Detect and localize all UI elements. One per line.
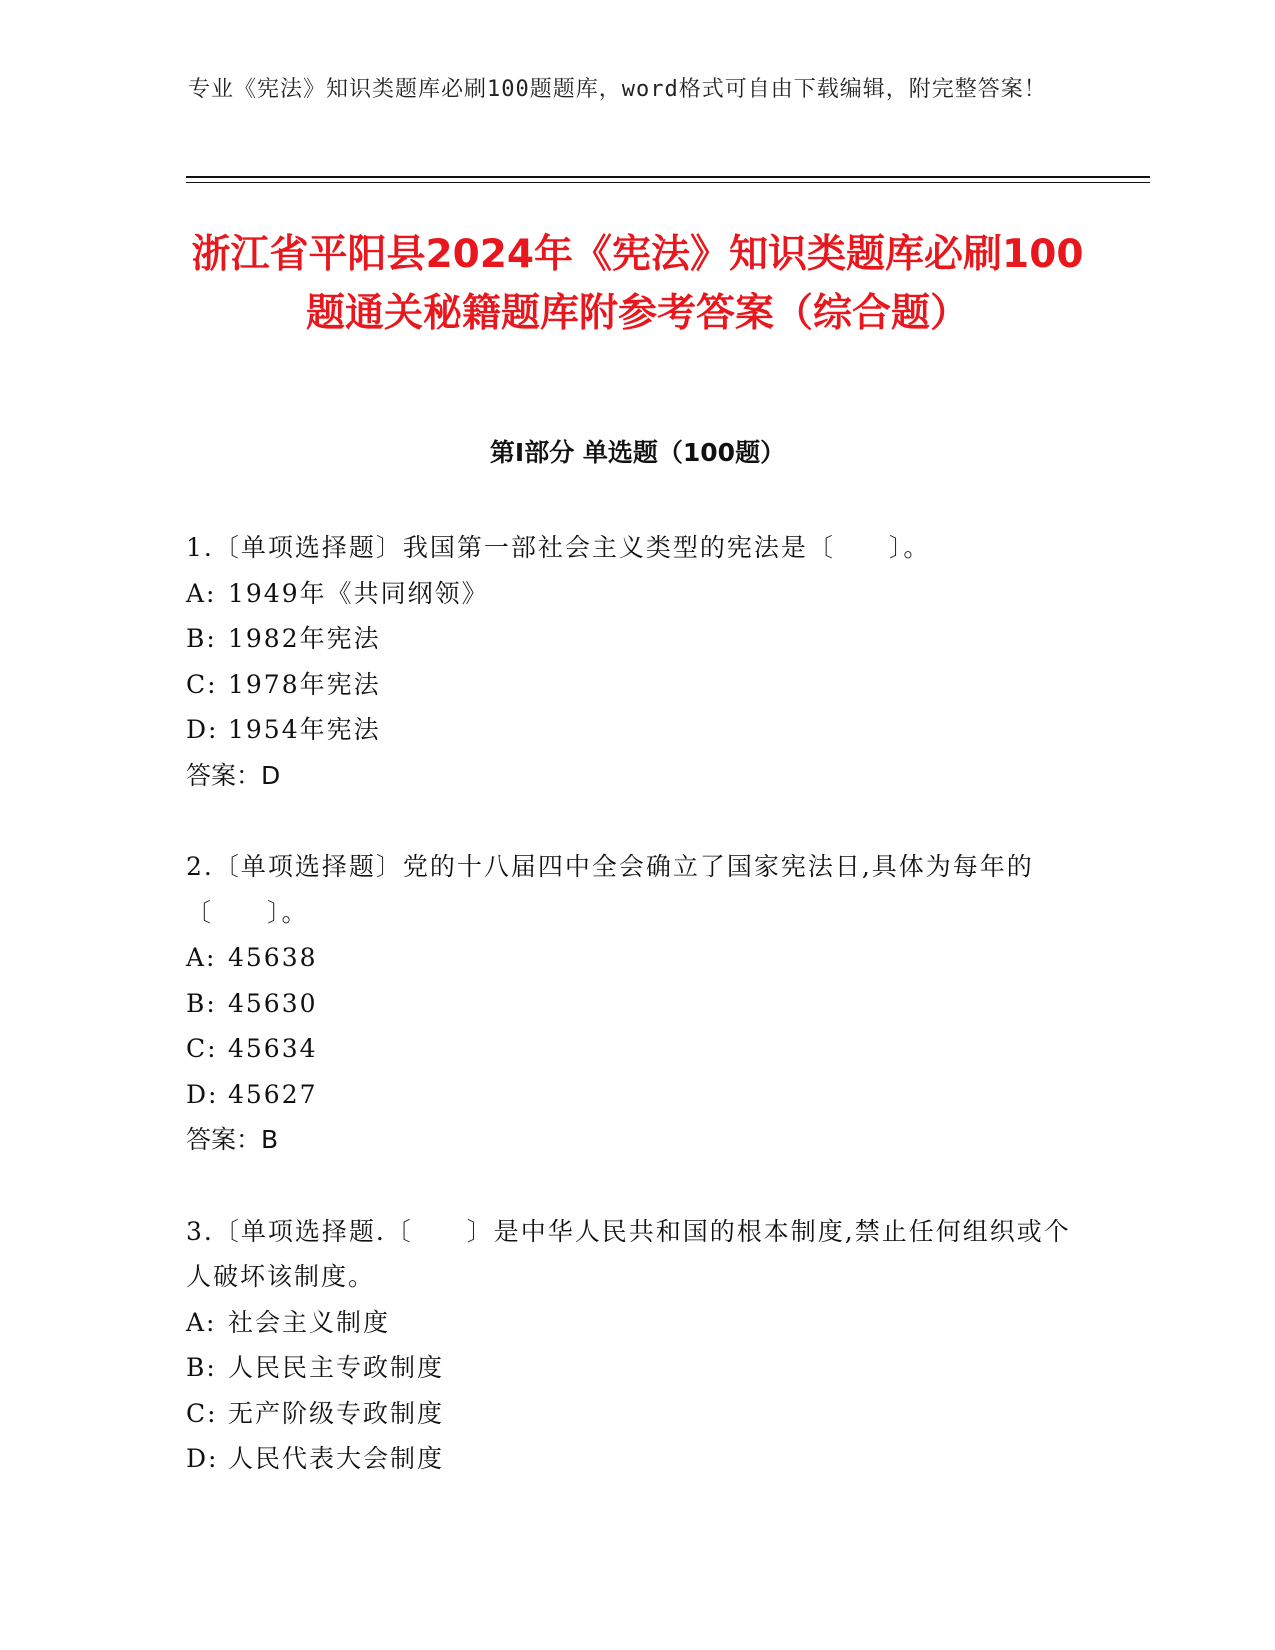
option-key: B: (186, 1353, 217, 1382)
option-key: D: (186, 1079, 219, 1109)
option-text: 1978年宪法 (228, 669, 381, 699)
option-text: 1949年《共同纲领》 (228, 578, 489, 608)
question-list (186, 525, 1076, 1528)
option-key: A: (186, 578, 217, 608)
option-b (186, 616, 1076, 662)
option-text: 人民民主专政制度 (228, 1353, 445, 1382)
option-b (186, 981, 1076, 1027)
header-rule-thick (186, 176, 1150, 178)
option-key: C: (186, 1398, 218, 1428)
option-key: D: (186, 1444, 219, 1473)
option-c (186, 1026, 1076, 1072)
option-text: 人民代表大会制度 (228, 1444, 445, 1473)
option-key: A: (186, 1307, 217, 1337)
option-text: 45634 (228, 1034, 318, 1063)
option-a (186, 935, 1076, 981)
option-a (186, 571, 1076, 617)
answer-line: 答案：D (186, 760, 281, 790)
option-d (186, 1072, 1076, 1118)
option-key: D: (186, 715, 219, 744)
question-3 (186, 1209, 1076, 1482)
answer-line: 答案：B (186, 1125, 279, 1154)
option-c (186, 662, 1076, 708)
option-b (186, 1345, 1076, 1391)
option-text: 社会主义制度 (228, 1307, 391, 1337)
header-rule-thin (186, 182, 1150, 183)
option-key: A: (186, 943, 217, 972)
question-stem: 1.〔单项选择题〕我国第一部社会主义类型的宪法是〔 〕。 (186, 533, 931, 562)
option-key: B: (186, 624, 217, 653)
option-key: C: (186, 1034, 218, 1063)
header-note: 专业《宪法》知识类题库必刷100题题库，word格式可自由下载编辑，附完整答案！ (188, 77, 1047, 102)
option-text: 45627 (228, 1079, 318, 1109)
option-a (186, 1300, 1076, 1346)
option-c (186, 1391, 1076, 1437)
option-text: 1954年宪法 (228, 715, 381, 744)
section-heading: 第I部分 单选题（100题） (489, 438, 786, 467)
question-stem: 3.〔单项选择题.〔 〕是中华人民共和国的根本制度,禁止任何组织或个人破坏该制度。 (186, 1216, 1071, 1291)
option-d (186, 1436, 1076, 1482)
option-text: 无产阶级专政制度 (228, 1398, 445, 1428)
option-key: C: (186, 669, 218, 699)
question-1 (186, 525, 1076, 798)
document-title: 浙江省平阳县2024年《宪法》知识类题库必刷100题通关秘籍题库附参考答案（综合题） (191, 232, 1084, 336)
option-text: 45638 (228, 943, 318, 972)
question-stem: 2.〔单项选择题〕党的十八届四中全会确立了国家宪法日,具体为每年的〔 〕。 (186, 852, 1034, 927)
option-text: 45630 (228, 988, 318, 1018)
option-d (186, 707, 1076, 753)
question-2 (186, 844, 1076, 1163)
option-text: 1982年宪法 (228, 624, 381, 653)
option-key: B: (186, 988, 217, 1018)
